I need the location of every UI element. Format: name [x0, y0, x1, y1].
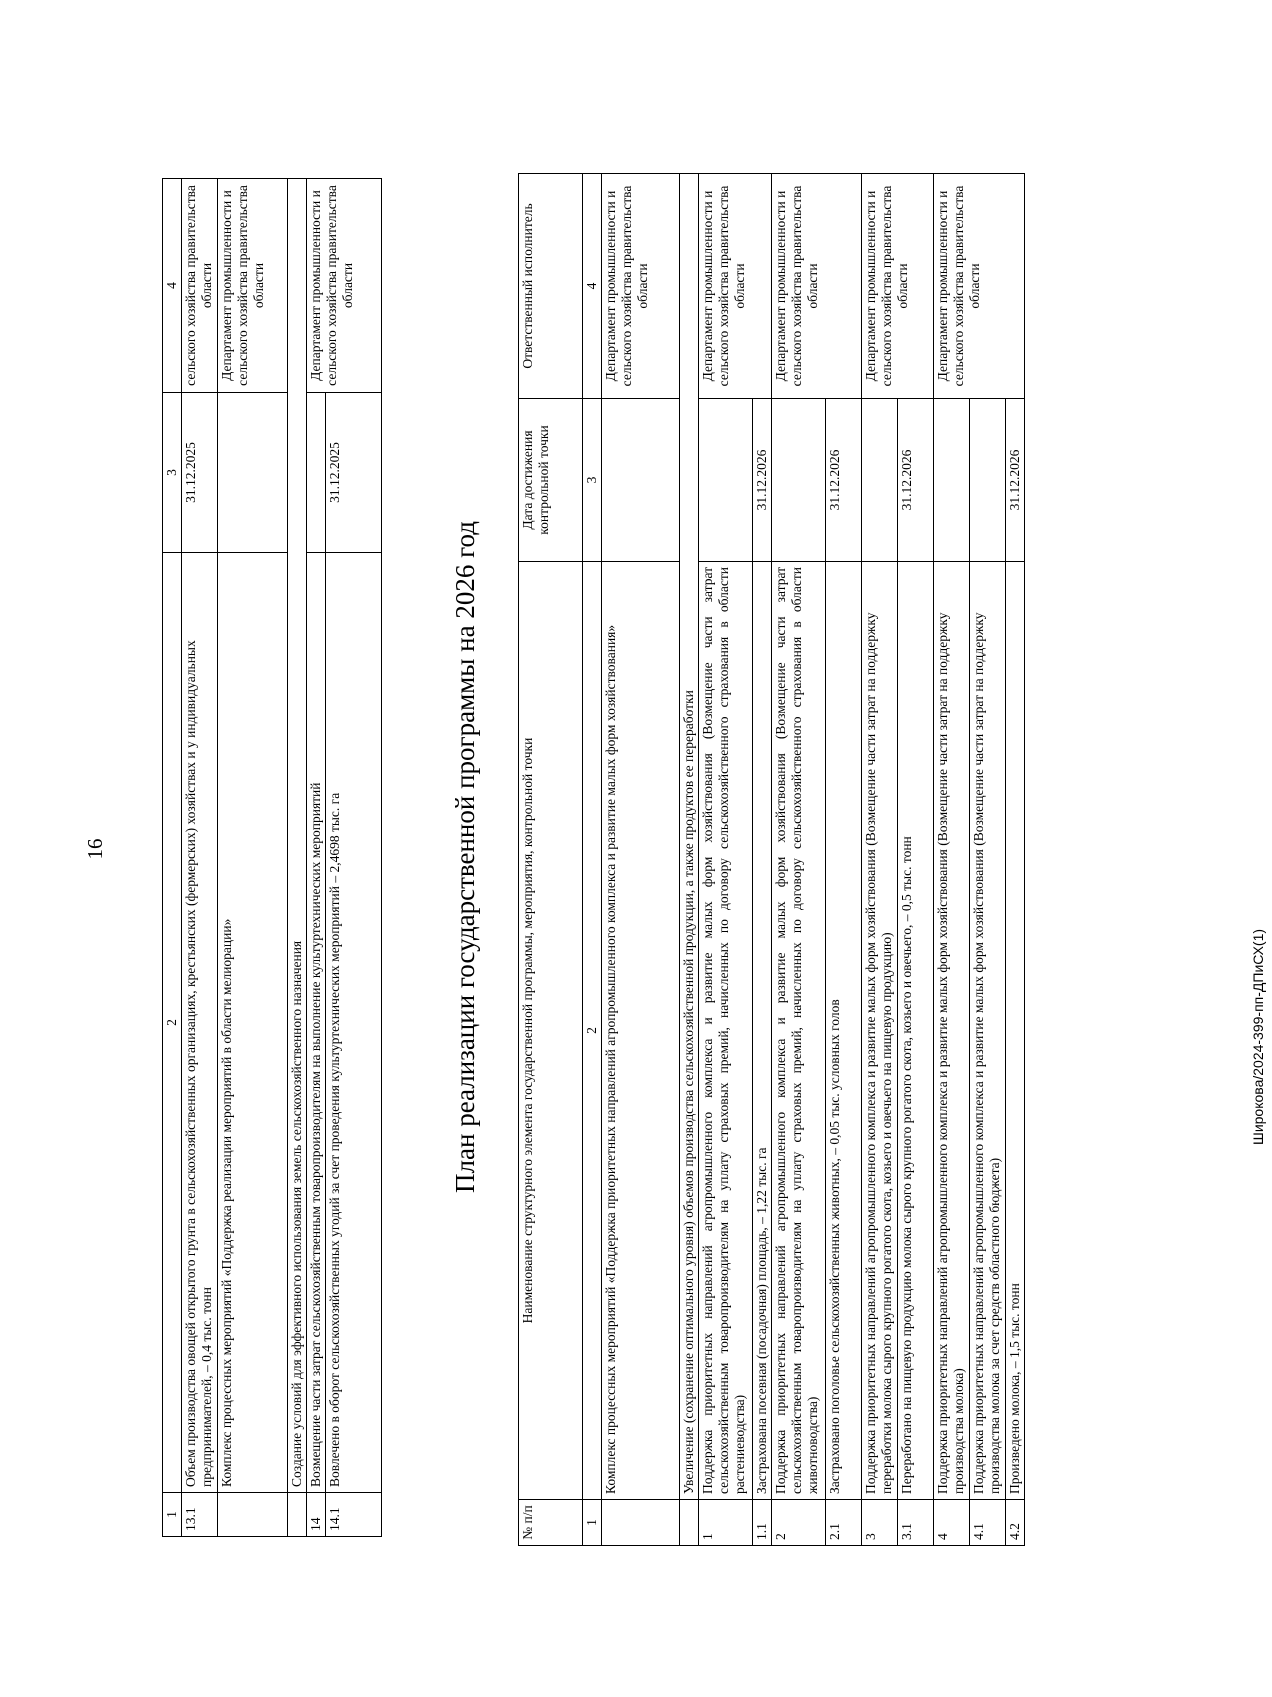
row-responsible: Департамент промышленности и сельского хозяйства правительства области	[862, 174, 934, 399]
table-row	[182, 179, 218, 1537]
table-header-row	[163, 179, 182, 1537]
header-number: 3	[583, 399, 602, 562]
row-number: 3	[862, 1500, 898, 1546]
table-row	[218, 179, 288, 1537]
header-num: № п/п	[519, 1500, 583, 1546]
row-number: 3.1	[898, 1500, 934, 1546]
header-cell: 3	[163, 393, 182, 553]
row-name: Переработано на пищевую продукцию молока сырого крупного рогатого скота, козьего и овечьего, – 0,5 тыс. тонн	[898, 562, 934, 1500]
row-date: 31.12.2025	[182, 393, 218, 553]
row-name: Вовлечено в оборот сельскохозяйственных угодий за счет проведения культуртехнических мероприятий – 2,4698 тыс. га	[326, 553, 382, 1493]
row-responsible: Департамент промышленности и сельского хозяйства правительства области	[602, 174, 680, 399]
row-name: Застраховано поголовье сельскохозяйственных животных, – 0,05 тыс. условных голов	[826, 562, 862, 1500]
header-date: Дата достижения контрольной точки	[519, 399, 583, 562]
row-name: Поддержка приоритетных направлений агропромышленного комплекса и развитие малых форм хозяйствования (Возмещение части затрат на поддержку производства молока)	[934, 562, 970, 1500]
goal-row	[288, 179, 307, 1537]
table-header-row	[519, 174, 583, 1546]
row-number: 2.1	[826, 1500, 862, 1546]
row-number: 4.2	[1006, 1500, 1025, 1546]
header-name: Наименование структурного элемента государственной программы, мероприятия, контрольной точки	[519, 562, 583, 1500]
row-responsible: Департамент промышленности и сельского хозяйства правительства области	[934, 174, 1025, 399]
header-numbers-row	[583, 174, 602, 1546]
row-responsible: сельского хозяйства правительства области	[182, 179, 218, 393]
row-name: Поддержка приоритетных направлений агропромышленного комплекса и развитие малых форм хозяйствования (Возмещение части затрат на поддержку производства молока за счет средств областного бюджета)	[970, 562, 1006, 1500]
complex-name: Комплекс процессных мероприятий «Поддержка приоритетных направлений агропромышленного комплекса и развитие малых форм хозяйствования»	[602, 562, 680, 1500]
row-name: Поддержка приоритетных направлений агропромышленного комплекса и развитие малых форм хозяйствования (Возмещение части затрат сельскохозяйственным товаропроизводителям на уплату страховых премий, начисленных по договору сельскохозяйственного страхования в области растениеводства)	[699, 562, 753, 1500]
row-number: 14.1	[326, 1493, 382, 1537]
row-name: Застрахована посевная (посадочная) площадь, – 1,22 тыс. га	[753, 562, 772, 1500]
row-date: 31.12.2026	[1006, 399, 1025, 562]
row-number: 4.1	[970, 1500, 1006, 1546]
row-number: 2	[772, 1500, 826, 1546]
header-cell: 4	[163, 179, 182, 393]
row-date: 31.12.2026	[898, 399, 934, 562]
row-responsible: Департамент промышленности и сельского хозяйства правительства области	[218, 179, 288, 393]
row-date: 31.12.2025	[326, 393, 382, 553]
row-name: Поддержка приоритетных направлений агропромышленного комплекса и развитие малых форм хозяйствования (Возмещение части затрат на поддержку переработки молока сырого крупного рогатого скота, козьего и овечьего на пищевую продукцию)	[862, 562, 898, 1500]
row-number: 14	[307, 1493, 326, 1537]
header-cell: 1	[163, 1493, 182, 1537]
row-date: 31.12.2026	[826, 399, 862, 562]
row-responsible: Департамент промышленности и сельского хозяйства правительства области	[699, 174, 772, 399]
complex-row	[602, 174, 680, 1546]
header-number: 1	[583, 1500, 602, 1546]
header-responsible: Ответственный исполнитель	[519, 174, 583, 399]
upper-table	[162, 178, 382, 1537]
table-row	[934, 174, 970, 1546]
table-row	[862, 174, 898, 1546]
header-number: 2	[583, 562, 602, 1500]
row-number: 1.1	[753, 1500, 772, 1546]
goal-text: Увеличение (сохранение оптимального уровня) объемов производства сельскохозяйственной продукции, а также продуктов ее переработки	[680, 174, 699, 1500]
row-name: Объем производства овощей открытого грунта в сельскохозяйственных организациях, крестьянских (фермерских) хозяйствах и у индивидуальных предпринимателей, – 0,4 тыс. тонн	[182, 553, 218, 1493]
page-number: 16	[83, 838, 107, 860]
goal-text: Создание условий для эффективного использования земель сельскохозяйственного назначения	[288, 179, 307, 1493]
table-row	[772, 174, 826, 1546]
row-responsible: Департамент промышленности и сельского хозяйства правительства области	[307, 179, 382, 393]
header-number: 4	[583, 174, 602, 399]
table-row	[699, 174, 753, 1546]
row-name: Возмещение части затрат сельскохозяйственным товаропроизводителям на выполнение культуртехнических мероприятий	[307, 553, 326, 1493]
row-date: 31.12.2026	[753, 399, 772, 562]
plan-table	[518, 173, 1025, 1546]
table-row	[307, 179, 326, 1537]
row-responsible: Департамент промышленности и сельского хозяйства правительства области	[772, 174, 862, 399]
document-footer: Широкова/2024-399-пп-ДПиСХ(1)	[1250, 928, 1266, 1145]
row-number: 4	[934, 1500, 970, 1546]
goal-row	[680, 174, 699, 1546]
header-cell: 2	[163, 553, 182, 1493]
row-name: Произведено молока, – 1,5 тыс. тонн	[1006, 562, 1025, 1500]
row-number: 1	[699, 1500, 753, 1546]
row-number: 13.1	[182, 1493, 218, 1537]
rotated-page-content	[0, 147, 1022, 1647]
row-name: Поддержка приоритетных направлений агропромышленного комплекса и развитие малых форм хозяйствования (Возмещение части затрат сельскохозяйственным товаропроизводителям на уплату страховых премий, начисленных по договору сельскохозяйственного страхования в области животноводства)	[772, 562, 826, 1500]
complex-name: Комплекс процессных мероприятий «Поддержка реализации мероприятий в области мелиорации»	[218, 553, 288, 1493]
section-title: План реализации государственной программы на 2026 год	[450, 521, 480, 1193]
